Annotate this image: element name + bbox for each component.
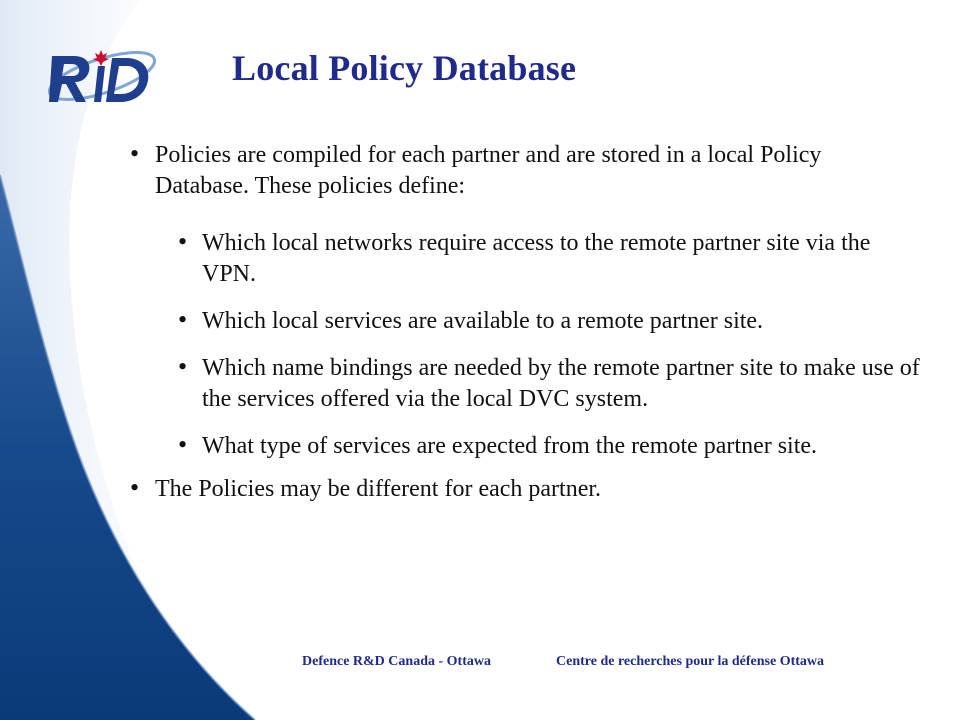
sub-bullet-item — [178, 431, 920, 462]
bullet-text: The Policies may be different for each partner. — [155, 476, 602, 502]
bullet-item — [130, 140, 920, 202]
sub-bullet-text: Which local services are available to a remote partner site. — [202, 308, 764, 334]
bullet-dot-icon: • — [178, 227, 188, 256]
slide-title: Local Policy Database — [232, 48, 577, 88]
bullet-dot-icon: • — [178, 305, 188, 334]
sub-bullet-text: Which local networks require access to the remote partner site via the VPN. — [202, 230, 871, 287]
bullet-dot-icon: • — [130, 473, 140, 502]
sub-bullet-item — [178, 228, 920, 290]
bullet-dot-icon: • — [178, 352, 188, 381]
sub-bullet-item — [178, 306, 920, 337]
bullet-dot-icon: • — [130, 139, 140, 168]
bullet-dot-icon: • — [178, 430, 188, 459]
sub-bullet-item — [178, 353, 920, 415]
footer — [0, 654, 960, 674]
sub-bullet-text: What type of services are expected from the remote partner site. — [202, 433, 818, 459]
footer-french-label: Centre de recherches pour la défense Ottawa — [556, 654, 825, 669]
bullet-text: Policies are compiled for each partner and are stored in a local Policy Database. These policies define: — [155, 142, 822, 199]
bullet-item — [130, 474, 920, 505]
sub-bullet-text: Which name bindings are needed by the remote partner site to make use of the services offered via the local DVC system. — [202, 355, 920, 412]
bullet-list — [130, 140, 920, 505]
footer-english-label: Defence R&D Canada - Ottawa — [302, 654, 491, 669]
rd-logo — [40, 36, 160, 114]
